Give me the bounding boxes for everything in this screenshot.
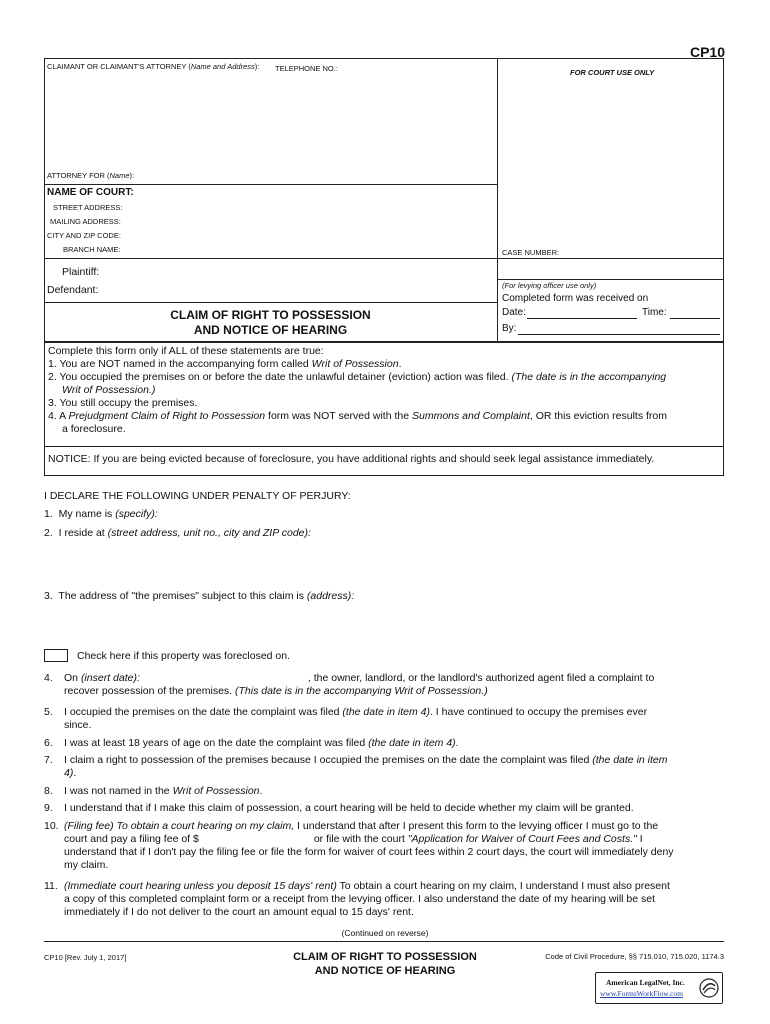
item-4: 4. On (insert date): , the owner, landlord, or the landlord's authorized agent filed a complaint to recover possession of the premises. (This date is in the accompanying Writ of Possession.) (44, 672, 655, 697)
item-2: 2. I reside at (street address, unit no., city and ZIP code): (44, 527, 311, 539)
name-field[interactable] (180, 506, 720, 521)
case-number-label: CASE NUMBER: (502, 248, 560, 257)
foreclosed-checkbox[interactable] (44, 649, 68, 662)
item-3: 3. The address of "the premises" subject to this claim is (address): (44, 590, 355, 602)
revision-label: CP10 [Rev. July 1, 2017] (44, 953, 127, 962)
defendant-label: Defendant: (47, 284, 99, 296)
form-code: CP10 (689, 44, 725, 60)
publisher-name: American LegalNet, Inc. (606, 978, 685, 987)
declare-heading: I DECLARE THE FOLLOWING UNDER PENALTY OF PERJURY: (44, 490, 351, 502)
levy-by-field[interactable] (518, 334, 720, 335)
form-title: CLAIM OF RIGHT TO POSSESSION AND NOTICE OF HEARING (170, 308, 371, 337)
court-name-label: NAME OF COURT: (47, 187, 134, 198)
item-1: 1. My name is (specify): (44, 508, 158, 520)
by-label: By: (502, 323, 517, 334)
telephone-label: TELEPHONE NO.: (275, 64, 338, 73)
street-address-label: STREET ADDRESS: (53, 203, 123, 212)
filing-fee-field[interactable] (214, 832, 322, 846)
branch-name-label: BRANCH NAME: (63, 245, 121, 254)
attorney-for-label: ATTORNEY FOR (Name): (47, 171, 135, 180)
item-9: 9. I understand that if I make this claim of possession, a court hearing will be held to decide whether my claim will be granted. (44, 802, 634, 814)
item-6: 6. I was at least 18 years of age on the date the complaint was filed (the date in item 4). (44, 737, 459, 749)
premises-address-field[interactable] (60, 605, 720, 645)
continued-note: (Continued on reverse) (341, 928, 429, 938)
intro-statements: Complete this form only if ALL of these statements are true: 1. You are NOT named in the accompanying form called Writ of Possession. 2. You occupied the premises on or before the date the unlawful detainer (eviction) action was filed. (The date is in the accompanying Writ of Possession.) 3. You still occupy the premises. 4. A Prejudgment Claim of Right to Possession form was NOT served with the Summons and Complaint, OR this eviction results from a foreclosure. (48, 345, 667, 435)
claimant-address-field[interactable] (50, 76, 490, 166)
received-label: Completed form was received on (502, 293, 649, 304)
claimant-attorney-label: CLAIMANT OR CLAIMANT'S ATTORNEY (Name and Address): (47, 62, 260, 71)
levy-date-field[interactable] (527, 318, 637, 319)
levy-time-field[interactable] (670, 318, 720, 319)
code-reference: Code of Civil Procedure, §§ 715.010, 715.020, 1174.3 (545, 952, 724, 961)
foreclosure-notice: NOTICE: If you are being evicted because of foreclosure, you have additional rights and should seek legal assistance immediately. (48, 453, 655, 465)
item-10: 10. (Filing fee) To obtain a court hearing on my claim, I understand that after I present this form to the levying officer I must go to the court and pay a filing fee of $ or file with the court "Application for Waiver of Court Fees and Costs." I understand that if I don't pay the filing fee or file the form for waiver of court fees within 2 court days, the court will immediately deny my claim. (44, 820, 674, 871)
item-7: 7. I claim a right to possession of the premises because I occupied the premises on the date the complaint was filed (the date in item 4). (44, 754, 668, 779)
court-use-label: FOR COURT USE ONLY (570, 68, 655, 77)
date-label: Date: (502, 307, 526, 318)
footer-title: CLAIM OF RIGHT TO POSSESSION AND NOTICE OF HEARING (293, 951, 477, 977)
item-5: 5. I occupied the premises on the date the complaint was filed (the date in item 4). I have continued to occupy the premises ever since. (44, 706, 648, 731)
publisher-website[interactable]: www.FormsWorkFlow.com (600, 989, 684, 998)
time-label: Time: (642, 307, 667, 318)
publisher-logo-icon (699, 976, 719, 1000)
plaintiff-label: Plaintiff: (62, 266, 100, 278)
complaint-date-field[interactable] (145, 670, 310, 684)
levying-note: (For levying officer use only) (502, 281, 597, 290)
foreclosed-label: Check here if this property was foreclosed on. (77, 650, 291, 662)
item-8: 8. I was not named in the Writ of Possession. (44, 785, 263, 797)
residence-address-field[interactable] (60, 542, 720, 587)
mailing-address-label: MAILING ADDRESS: (50, 217, 121, 226)
item-11: 11. (Immediate court hearing unless you deposit 15 days' rent) To obtain a court hearing on my claim, I understand I must also present a copy of this completed complaint form or a receipt from the levying officer. I also understand the date of my hearing will be set immediately if I do not deliver to the court an amount equal to 15 days' rent. (44, 880, 670, 918)
city-zip-label: CITY AND ZIP CODE: (47, 231, 121, 240)
